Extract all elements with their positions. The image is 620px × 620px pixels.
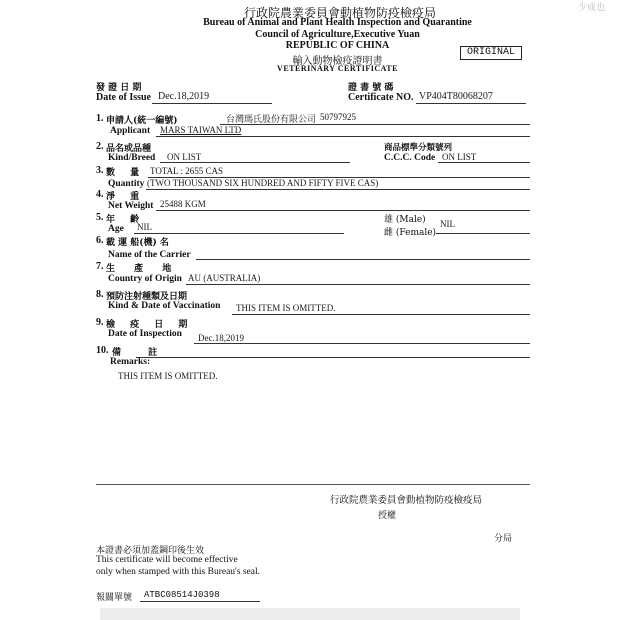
kind-label-zh: 品名或品種 <box>106 144 152 154</box>
notice-en-2: only when stamped with this Bureau's seal. <box>96 567 260 577</box>
certificate-title-en: VETERINARY CERTIFICATE <box>277 64 398 73</box>
origin-label: Country of Origin <box>108 274 182 284</box>
remarks-label: Remarks: <box>110 357 151 367</box>
weight-label-zh: 淨 重 <box>106 192 146 202</box>
carrier-line <box>196 259 530 260</box>
remarks-label-zh: 備 註 <box>112 348 170 358</box>
inspection-value: Dec.18,2019 <box>198 333 244 343</box>
ccc-label: C.C.C. Code <box>384 153 436 163</box>
quantity-line-2 <box>146 189 530 190</box>
applicant-label-zh: 申請人(統一編號) <box>106 116 178 126</box>
inspection-label: Date of Inspection <box>108 329 182 339</box>
council-line: Council of Agriculture,Executive Yuan <box>255 29 420 40</box>
inspection-num: 9. <box>96 317 104 328</box>
origin-value: AU (AUSTRALIA) <box>188 273 261 283</box>
bureau-title-en: Bureau of Animal and Plant Health Inspection and Quarantine <box>203 17 472 28</box>
ccc-label-zh: 商品標準分類號列 <box>384 143 453 153</box>
applicant-name-zh: 台灣瑪氏股份有限公司 <box>226 115 317 125</box>
origin-line <box>186 284 530 285</box>
kind-num: 2. <box>96 141 104 152</box>
issue-date-line <box>152 103 272 104</box>
weight-line <box>156 210 530 211</box>
original-stamp: ORIGINAL <box>460 46 522 60</box>
kind-line <box>160 162 350 163</box>
vaccination-label-zh: 預防注射種類及日期 <box>106 292 188 302</box>
vaccination-line <box>232 314 530 315</box>
quantity-label-zh: 數 量 <box>106 168 146 178</box>
vaccination-value: THIS ITEM IS OMITTED. <box>236 303 336 313</box>
issue-date-label: Date of Issue <box>96 92 151 103</box>
customs-line <box>140 601 260 602</box>
vaccination-num: 8. <box>96 289 104 300</box>
remarks-value: THIS ITEM IS OMITTED. <box>118 371 218 381</box>
quantity-label: Quantity <box>108 179 145 189</box>
cert-no-label: Certificate NO. <box>348 92 414 103</box>
carrier-label-zh: 載 運 船(機) 名 <box>106 238 169 248</box>
carrier-num: 6. <box>96 235 104 246</box>
applicant-line-2 <box>156 136 530 137</box>
issue-date-label-zh: 發 證 日 期 <box>96 83 142 93</box>
origin-label-zh: 生 產 地 <box>106 264 180 274</box>
kind-label: Kind/Breed <box>108 153 156 163</box>
notice-en-1: This certificate will become effective <box>96 555 238 565</box>
country-line: REPUBLIC OF CHINA <box>285 40 390 51</box>
weight-num: 4. <box>96 189 104 200</box>
carrier-label: Name of the Carrier <box>108 250 191 260</box>
age-line <box>134 233 344 234</box>
page-bottom-edge <box>100 608 520 620</box>
inspection-label-zh: 檢 疫 日 期 <box>106 320 194 330</box>
issue-date-value: Dec.18,2019 <box>158 91 210 102</box>
weight-value: 25488 KGM <box>160 199 206 209</box>
corner-text: 少成也 <box>578 2 606 12</box>
quantity-words: (TWO THOUSAND SIX HUNDRED AND FIFTY FIVE CAS) <box>147 178 379 188</box>
age-num: 5. <box>96 212 104 223</box>
remarks-num: 10. <box>96 345 109 356</box>
male-label: 雄 (Male) <box>384 215 426 225</box>
authorized-zh: 授權 <box>378 511 397 521</box>
age-value: NIL <box>137 222 152 232</box>
quantity-total: TOTAL : 2655 CAS <box>150 166 224 176</box>
origin-num: 7. <box>96 261 104 272</box>
branch-zh: 分局 <box>494 534 513 544</box>
applicant-name-en: MARS TAIWAN LTD <box>160 125 242 135</box>
ccc-value: ON LIST <box>442 152 477 162</box>
inspection-line <box>194 343 530 344</box>
age-label-zh: 年 齡 <box>106 215 146 225</box>
bureau-title-zh: 行政院農業委員會動植物防疫檢疫局 <box>243 6 436 20</box>
remarks-line <box>136 357 530 358</box>
footer-divider <box>96 484 530 485</box>
cert-no-value: VP404T80068207 <box>419 91 493 102</box>
applicant-label: Applicant <box>110 126 151 136</box>
authority-zh: 行政院農業委員會動植物防疫檢疫局 <box>330 495 483 506</box>
certificate-title-zh: 輸入動物檢疫證明書 <box>292 56 383 67</box>
cert-no-line <box>416 103 526 104</box>
kind-value: ON LIST <box>167 152 202 162</box>
vaccination-label: Kind & Date of Vaccination <box>108 301 221 311</box>
female-label: 雌 (Female) <box>384 228 437 238</box>
sex-line <box>436 233 530 234</box>
customs-label-zh: 報關單號 <box>96 593 133 603</box>
applicant-num: 1. <box>96 113 104 124</box>
weight-label: Net Weight <box>108 201 154 211</box>
applicant-line-1 <box>220 124 530 125</box>
notice-zh: 本證書必須加蓋鋼印後生效 <box>96 546 205 556</box>
applicant-tax-id: 50797925 <box>320 112 356 122</box>
cert-no-label-zh: 證 書 號 碼 <box>348 83 394 93</box>
age-label: Age <box>108 224 124 234</box>
sex-value: NIL <box>440 219 455 229</box>
quantity-num: 3. <box>96 165 104 176</box>
ccc-line <box>438 162 530 163</box>
customs-value: ATBC08514J0398 <box>144 590 220 600</box>
